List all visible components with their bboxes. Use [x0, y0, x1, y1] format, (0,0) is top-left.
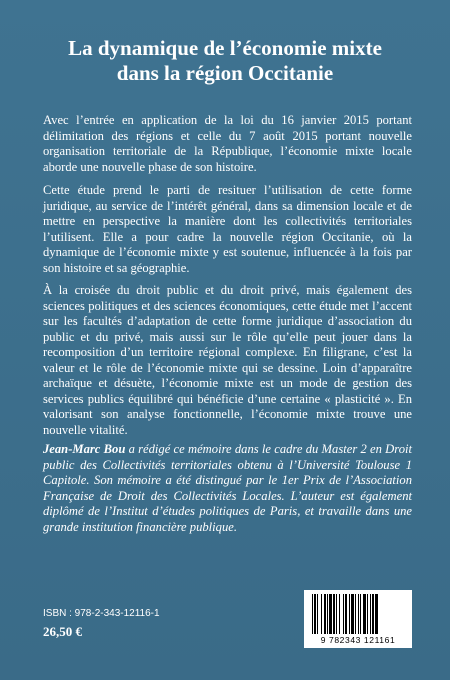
- barcode-bar: [314, 594, 316, 634]
- barcode-bar: [355, 594, 356, 634]
- barcode-bar: [349, 594, 350, 634]
- barcode-bar: [343, 594, 344, 634]
- barcode-bar: [327, 594, 328, 634]
- barcode-bar: [336, 594, 337, 634]
- price: 26,50 €: [43, 624, 82, 639]
- isbn: ISBN : 978-2-343-12116-1: [43, 608, 160, 619]
- book-title: [20, 36, 430, 86]
- barcode-bar: [333, 594, 335, 634]
- author-bio: [43, 442, 412, 535]
- barcode-bar: [317, 594, 318, 634]
- title-line-2: dans la région Occitanie: [116, 61, 334, 85]
- barcode-bars: [310, 594, 406, 634]
- author-bio-text: a rédigé ce mémoire dans le cadre du Master 2 en Droit public des Collectivités territoriales obtenu à l’Université Toulouse 1 Capitole. Son mémoire a été distingué par le 1er Prix de l’Association Française de Droit des Collectivités Locales. L’auteur est également diplômé de l’Institut d’études politiques de Paris, et travaille dans une grande institution financière publique.: [43, 442, 412, 534]
- summary-paragraph-2: Cette étude prend le parti de resituer l’utilisation de cette forme juridique, au service de l’intérêt général, dans sa dimension locale et de mettre en perspective la manière dont les collectivités territoriales l’utilisent. Elle a pour cadre la nouvelle région Occitanie, où la dynamique de l’économie mixte y est soutenue, influencée à la fois par son histoire et sa géographie.: [43, 183, 412, 275]
- barcode-bar: [329, 594, 332, 634]
- author-name: Jean-Marc Bou: [43, 442, 126, 456]
- barcode-bar: [360, 594, 361, 634]
- barcode-digits: 9 782343 121161: [320, 635, 396, 645]
- barcode-bar: [351, 594, 354, 634]
- barcode-bar: [345, 594, 347, 634]
- barcode-bar: [339, 594, 340, 634]
- barcode-bar: [321, 594, 322, 634]
- barcode-bar: [375, 594, 378, 634]
- summary-paragraph-3: À la croisée du droit public et du droit privé, mais également des sciences politiques et des sciences économiques, cette étude met l’accent sur les facultés d’adaptation de cette forme juridique d’association du public et du privé, mais aussi sur le rôle qu’elle peut jouer dans la recomposition d’un territoire régional complexe. En filigrane, c’est la valeur et le rôle de l’économie mixte qui se dessine. Loin d’apparaître archaïque et désuète, l’économie mixte est un mode de gestion des services publics équilibré qui bénéficie d’une certaine « plasticité ». En valorisant son analyse fonctionnelle, l’économie mixte trouve une nouvelle vitalité.: [43, 283, 412, 437]
- title-line-1: La dynamique de l’économie mixte: [68, 36, 382, 60]
- summary-paragraph-1: Avec l’entrée en application de la loi du 16 janvier 2015 portant délimitation des régions et celle du 7 août 2015 portant nouvelle organisation territoriale de la République, l’économie mixte locale aborde une nouvelle phase de son histoire.: [43, 113, 412, 174]
- barcode-bar: [367, 594, 368, 634]
- barcode-bar: [363, 594, 366, 634]
- barcode-bar: [324, 594, 326, 634]
- barcode: [304, 590, 412, 648]
- barcode-bar: [370, 594, 371, 634]
- barcode-bar: [312, 594, 313, 634]
- barcode-bar: [358, 594, 359, 634]
- barcode-bar: [372, 594, 374, 634]
